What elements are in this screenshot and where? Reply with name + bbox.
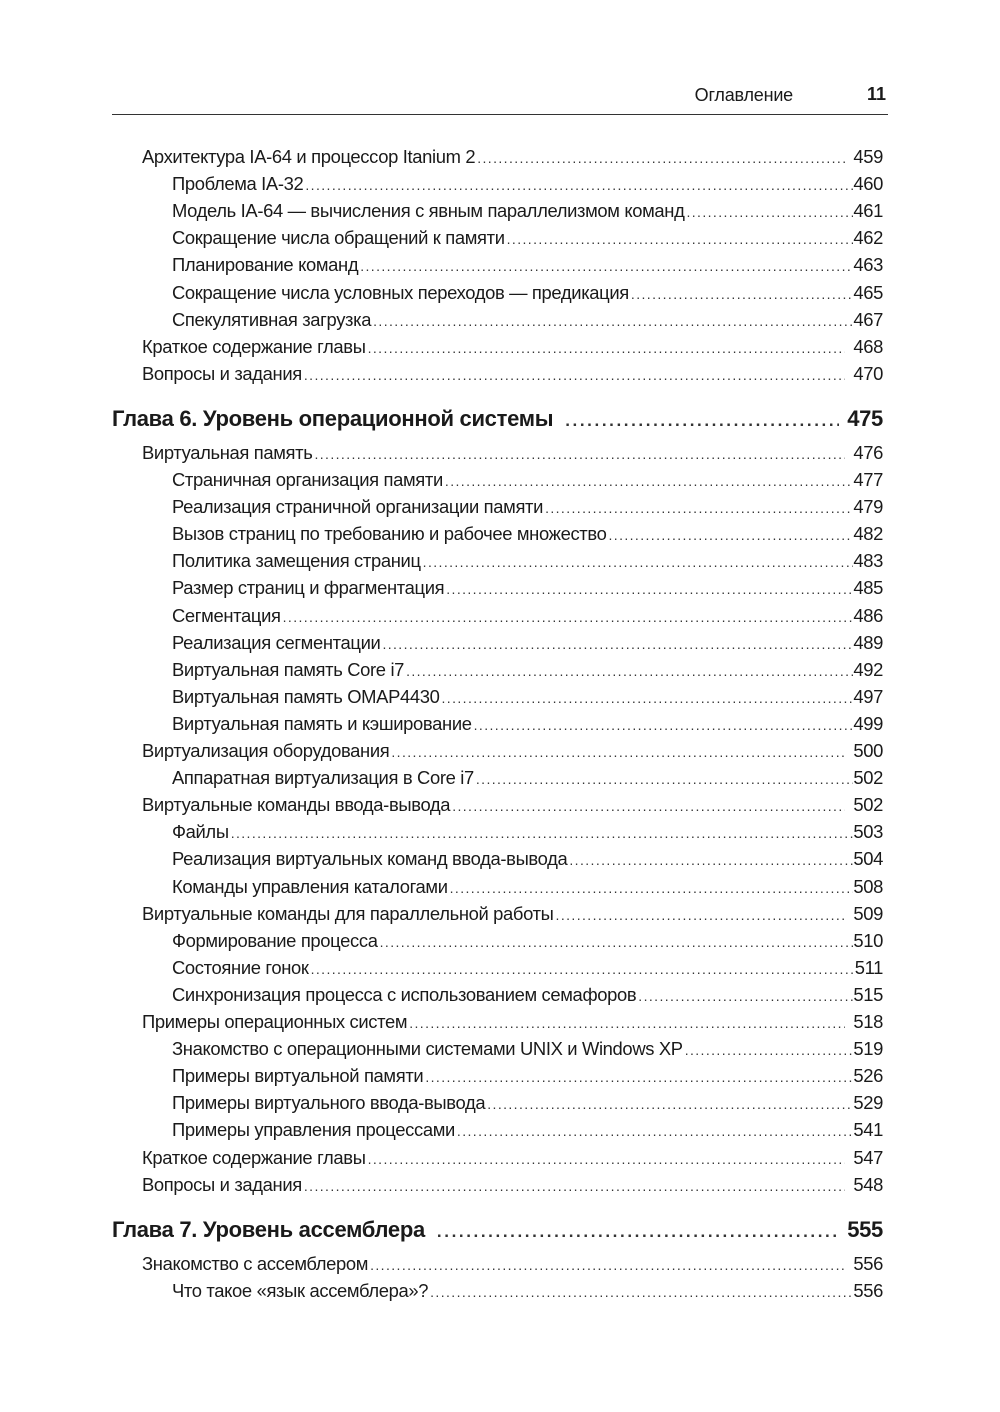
toc-entry-title: Краткое содержание главы xyxy=(142,1146,366,1168)
toc-entry-page: 548 xyxy=(853,1173,883,1195)
toc-entry-page: 555 xyxy=(847,1216,883,1242)
toc-entry-title: Сокращение числа условных переходов — предикация xyxy=(172,281,629,303)
toc-entry xyxy=(172,1038,883,1065)
dot-leader xyxy=(474,717,854,733)
dot-leader xyxy=(442,690,854,706)
toc-entry xyxy=(172,876,883,903)
toc-entry xyxy=(172,523,883,550)
toc-entry-title: Сегментация xyxy=(172,604,281,626)
toc-entry-title: Команды управления каталогами xyxy=(172,875,448,897)
toc-entry-title: Знакомство с операционными системами UNIX и Windows XP xyxy=(172,1038,683,1060)
toc-entry xyxy=(172,282,883,309)
dot-leader xyxy=(425,1069,853,1085)
toc-entry-page: 460 xyxy=(853,173,883,195)
toc-entry-title: Примеры виртуальной памяти xyxy=(172,1065,424,1087)
toc-entry xyxy=(142,1011,883,1038)
toc-entry xyxy=(172,496,883,523)
toc-entry-page: 475 xyxy=(847,405,883,431)
toc-entry-page: 502 xyxy=(853,767,883,789)
toc-entry-page: 477 xyxy=(853,469,883,490)
toc-entry-title: Виртуальная память xyxy=(142,441,313,463)
toc-entry xyxy=(172,713,883,740)
toc-entry-title: Вопросы и задания xyxy=(142,362,302,384)
toc-entry xyxy=(172,309,883,336)
toc-entry-title: Виртуальная память и кэширование xyxy=(172,712,472,734)
toc-entry-title: Политика замещения страниц xyxy=(172,550,421,572)
toc-entry-title: Страничная организация памяти xyxy=(172,469,443,490)
toc-entry xyxy=(142,1174,883,1201)
dot-leader xyxy=(368,1151,846,1167)
dot-leader xyxy=(446,581,853,597)
toc-entry xyxy=(172,984,883,1011)
dot-leader xyxy=(304,367,845,383)
toc-entry-title: Краткое содержание главы xyxy=(142,335,366,357)
toc-entry-page: 509 xyxy=(853,902,883,924)
toc-entry xyxy=(172,848,883,875)
toc-entry-page: 529 xyxy=(853,1092,883,1114)
toc-entry xyxy=(142,794,883,821)
dot-leader xyxy=(450,880,854,896)
toc-entry-page: 482 xyxy=(853,523,883,545)
toc-entry-page: 476 xyxy=(853,441,883,463)
toc-entry-page: 511 xyxy=(854,956,883,978)
toc-entry xyxy=(172,957,883,984)
toc-entry-title: Файлы xyxy=(172,821,229,843)
dot-leader xyxy=(487,1096,853,1112)
toc-entry-page: 462 xyxy=(853,227,883,249)
dot-leader xyxy=(311,961,855,977)
toc-entry-title: Формирование процесса xyxy=(172,929,378,951)
toc-entry-title: Виртуальные команды ввода-вывода xyxy=(142,794,451,816)
dot-leader xyxy=(555,411,839,431)
toc-entry xyxy=(142,336,883,363)
toc-entry-page: 556 xyxy=(853,1252,883,1274)
dot-leader xyxy=(368,340,846,356)
dot-leader xyxy=(569,852,853,868)
toc-entry-title: Глава 6. Уровень операционной системы xyxy=(112,405,554,431)
toc-entry xyxy=(172,173,883,200)
dot-leader xyxy=(457,1123,853,1139)
toc-entry xyxy=(142,1147,883,1174)
toc-entry-title: Реализация страничной организации памяти xyxy=(172,496,544,518)
toc-entry-page: 504 xyxy=(853,848,883,870)
dot-leader xyxy=(370,1257,845,1273)
toc-entry-page: 479 xyxy=(853,496,883,518)
dot-leader xyxy=(477,150,845,166)
dot-leader xyxy=(304,1178,845,1194)
toc-entry xyxy=(142,363,883,390)
toc-entry-page: 468 xyxy=(853,335,883,357)
toc-entry-page: 467 xyxy=(853,308,883,330)
dot-leader xyxy=(427,1222,839,1242)
toc-entry-page: 497 xyxy=(853,685,883,707)
dot-leader xyxy=(409,1015,845,1031)
toc-entry-page: 465 xyxy=(853,281,883,303)
toc-entry-title: Вопросы и задания xyxy=(142,1173,302,1195)
toc-entry-page: 503 xyxy=(853,821,883,843)
toc-entry-title: Глава 7. Уровень ассемблера xyxy=(112,1216,425,1242)
toc-entry-title: Примеры управления процессами xyxy=(172,1119,455,1141)
toc-entry-title: Планирование команд xyxy=(172,254,359,276)
toc-entry-page: 518 xyxy=(853,1011,883,1032)
dot-leader xyxy=(685,1042,854,1058)
dot-leader xyxy=(373,313,853,329)
toc-entry xyxy=(142,903,883,930)
toc-entry-title: Виртуальные команды для параллельной работы xyxy=(142,902,554,924)
dot-leader xyxy=(556,907,846,923)
toc-entry-title: Реализация сегментации xyxy=(172,631,381,653)
dot-leader xyxy=(545,500,853,516)
toc-entry xyxy=(172,1092,883,1119)
toc-entry-page: 492 xyxy=(853,658,883,680)
dot-leader xyxy=(430,1284,853,1300)
toc-entry xyxy=(172,821,883,848)
dot-leader xyxy=(382,636,853,652)
toc-entry-title: Примеры операционных систем xyxy=(142,1011,408,1032)
dot-leader xyxy=(631,286,853,302)
dot-leader xyxy=(305,177,853,193)
page-number: 11 xyxy=(866,84,886,104)
dot-leader xyxy=(452,798,845,814)
toc-entry-page: 483 xyxy=(853,550,883,572)
toc-entry xyxy=(172,686,883,713)
toc-entry-title: Синхронизация процесса с использованием семафоров xyxy=(172,983,637,1005)
dot-leader xyxy=(380,934,854,950)
toc-entry-title: Спекулятивная загрузка xyxy=(172,308,372,330)
toc-entry-title: Знакомство с ассемблером xyxy=(142,1252,369,1274)
toc-entry-page: 459 xyxy=(853,146,883,167)
toc-entry-page: 515 xyxy=(853,983,883,1005)
dot-leader xyxy=(686,204,853,220)
toc-entry-title: Вызов страниц по требованию и рабочее множество xyxy=(172,523,607,545)
dot-leader xyxy=(283,609,854,625)
toc-entry-title: Виртуальная память OMAP4430 xyxy=(172,685,440,707)
toc-entry-title: Модель IA-64 — вычисления с явным параллелизмом команд xyxy=(172,200,685,222)
toc-entry-title: Виртуализация оборудования xyxy=(142,740,390,761)
toc-entry-page: 556 xyxy=(853,1279,883,1301)
toc-entry-title: Реализация виртуальных команд ввода-вывода xyxy=(172,848,568,870)
toc-entry-page: 541 xyxy=(853,1119,883,1141)
toc-entry-title: Размер страниц и фрагментация xyxy=(172,577,445,599)
toc-entry-page: 519 xyxy=(853,1038,883,1060)
toc-entry-page: 508 xyxy=(853,875,883,897)
dot-leader xyxy=(423,554,854,570)
toc-entry-page: 486 xyxy=(853,604,883,626)
dot-leader xyxy=(608,527,853,543)
toc-entry xyxy=(172,254,883,281)
toc-entry-title: Проблема IA-32 xyxy=(172,173,304,195)
dot-leader xyxy=(406,663,853,679)
dot-leader xyxy=(476,771,854,787)
toc-entry-page: 502 xyxy=(853,794,883,816)
toc-entry xyxy=(172,550,883,577)
toc-entry xyxy=(142,442,883,469)
toc-entry xyxy=(172,767,883,794)
toc-entry-page: 485 xyxy=(853,577,883,599)
toc-chapter-entry xyxy=(112,406,883,440)
toc-entry xyxy=(172,930,883,957)
running-header-title: Оглавление xyxy=(694,85,793,105)
dot-leader xyxy=(231,825,854,841)
toc-entry xyxy=(142,146,883,173)
toc-entry-page: 489 xyxy=(853,631,883,653)
toc-entry-title: Архитектура IA-64 и процессор Itanium 2 xyxy=(142,146,476,167)
toc-entry-page: 510 xyxy=(853,929,883,951)
toc-entry-title: Примеры виртуального ввода-вывода xyxy=(172,1092,486,1114)
dot-leader xyxy=(360,258,853,274)
toc-entry-title: Виртуальная память Core i7 xyxy=(172,658,405,680)
toc-entry xyxy=(142,1253,883,1280)
toc-entry-page: 461 xyxy=(853,200,883,222)
toc-entry xyxy=(172,659,883,686)
toc-entry-page: 526 xyxy=(853,1065,883,1087)
toc-entry-page: 499 xyxy=(853,712,883,734)
toc-entry-page: 470 xyxy=(853,362,883,384)
dot-leader xyxy=(507,231,854,247)
dot-leader xyxy=(638,988,853,1004)
toc-entry xyxy=(172,200,883,227)
toc-entry xyxy=(172,632,883,659)
toc-entry-title: Сокращение числа обращений к памяти xyxy=(172,227,505,249)
toc-entry xyxy=(142,740,883,767)
toc-entry xyxy=(172,1280,883,1307)
dot-leader xyxy=(314,446,845,462)
toc-chapter-entry xyxy=(112,1217,883,1251)
toc-entry xyxy=(172,1065,883,1092)
dot-leader xyxy=(445,473,853,489)
toc-entry xyxy=(172,469,883,496)
toc-entry-title: Что такое «язык ассемблера»? xyxy=(172,1279,429,1301)
toc-entry-title: Аппаратная виртуализация в Core i7 xyxy=(172,767,474,789)
toc-entry-title: Состояние гонок xyxy=(172,956,309,978)
toc-entry-page: 500 xyxy=(853,740,883,761)
toc-entry xyxy=(172,605,883,632)
toc-entry xyxy=(172,1119,883,1146)
toc-entry-page: 547 xyxy=(853,1146,883,1168)
dot-leader xyxy=(391,744,845,760)
toc-entry xyxy=(172,577,883,604)
toc-entry-page: 463 xyxy=(853,254,883,276)
page-header xyxy=(112,80,888,115)
toc-entry xyxy=(172,227,883,254)
